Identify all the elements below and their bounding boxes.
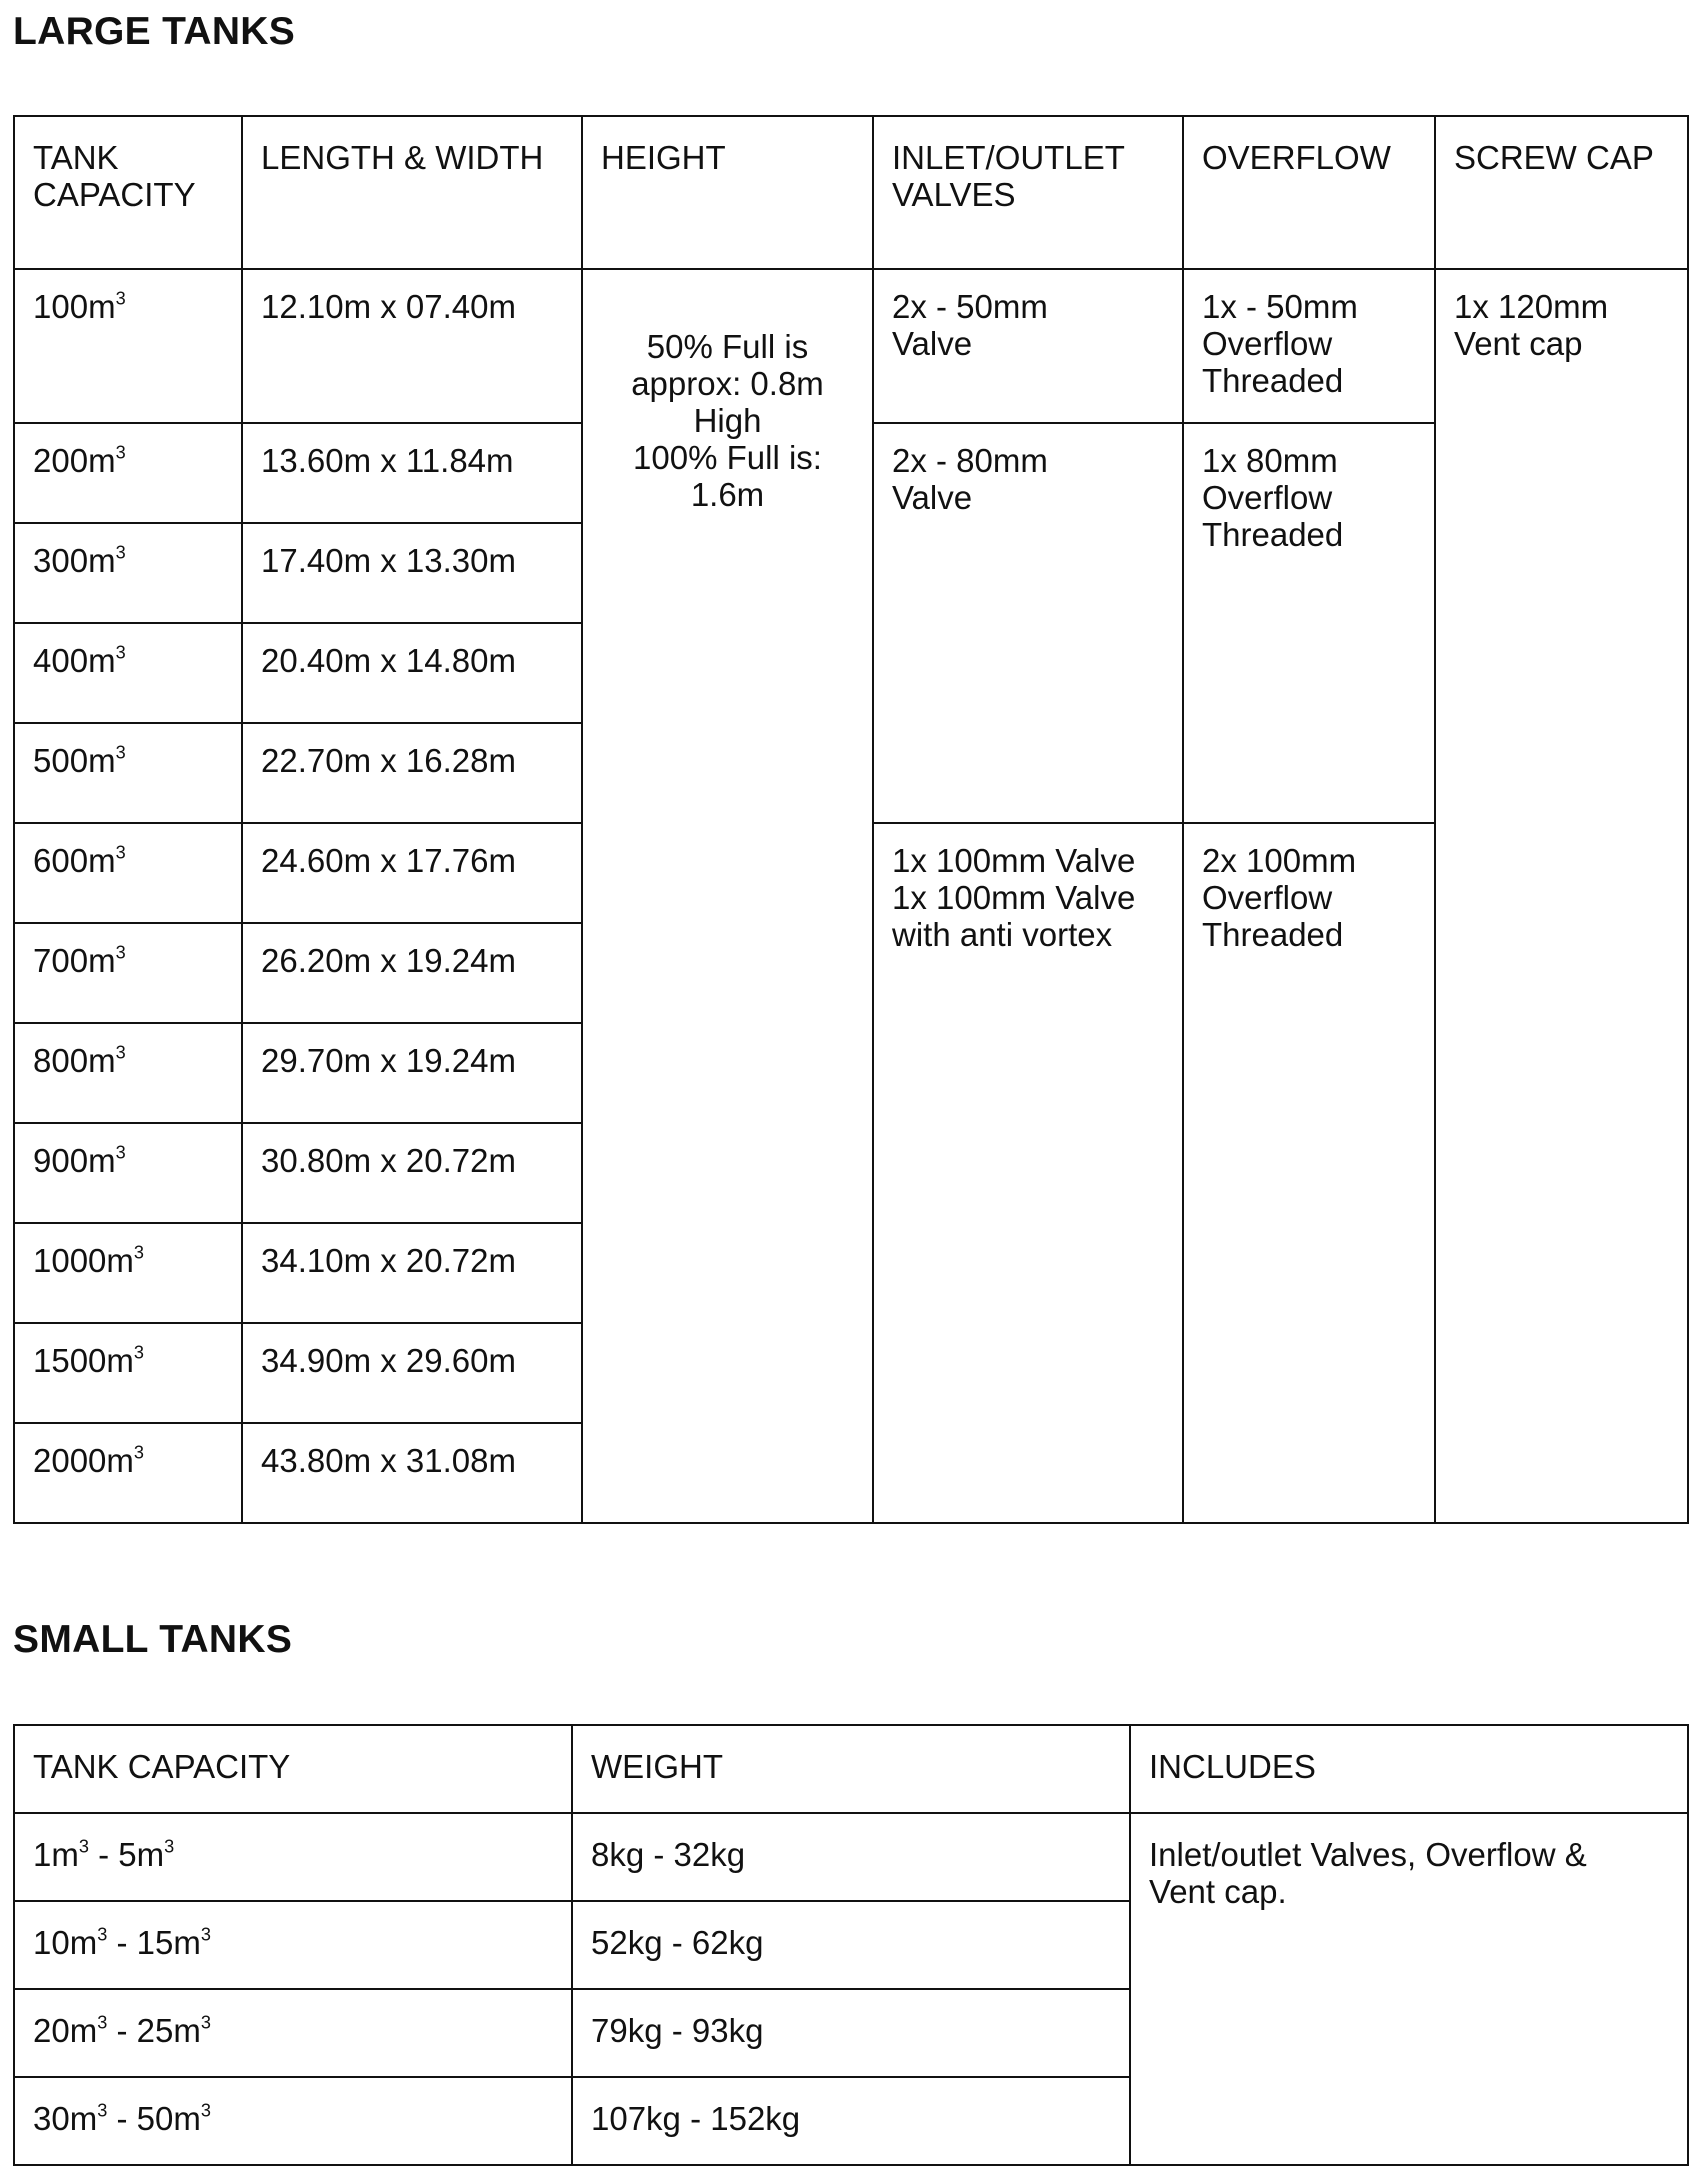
inlet-valves-cell (873, 423, 1183, 823)
dimensions-cell: 13.60m x 11.84m (242, 423, 582, 523)
large-tanks-table (13, 115, 1689, 1524)
dimensions-cell: 34.10m x 20.72m (242, 1223, 582, 1323)
inlet-line: 2x - 50mm (892, 288, 1048, 325)
range-separator: - (107, 2012, 137, 2049)
capacity-exponent: 3 (97, 2012, 108, 2033)
overflow-cell (1183, 423, 1435, 823)
capacity-cell (14, 623, 242, 723)
capacity-value: 500 (33, 742, 89, 779)
inlet-line: Valve (892, 479, 973, 516)
capacity-unit: m (106, 1442, 134, 1479)
header-inlet-line: VALVES (892, 176, 1016, 213)
capacity-unit: m (136, 1836, 165, 1873)
table-row (14, 269, 1688, 423)
header-tank-capacity-line: CAPACITY (33, 176, 196, 213)
capacity-exponent: 3 (115, 542, 126, 563)
capacity-exponent: 3 (97, 1924, 108, 1945)
dimensions-cell: 30.80m x 20.72m (242, 1123, 582, 1223)
dimensions-cell: 26.20m x 19.24m (242, 923, 582, 1023)
capacity-cell (14, 1323, 242, 1423)
header-inlet-line: INLET/OUTLET (892, 139, 1125, 176)
inlet-line: 1x 100mm Valve (892, 842, 1136, 879)
inlet-valves-cell (873, 823, 1183, 1523)
capacity-unit: m (69, 2012, 98, 2049)
capacity-range-cell (14, 2077, 572, 2165)
capacity-value: 900 (33, 1142, 89, 1179)
header-height: HEIGHT (582, 116, 873, 269)
capacity-exponent: 3 (115, 1142, 126, 1163)
overflow-line: Overflow (1202, 879, 1333, 916)
overflow-line: 1x 80mm (1202, 442, 1338, 479)
capacity-exponent: 3 (115, 288, 126, 309)
capacity-unit: m (88, 1042, 116, 1079)
inlet-line: with anti vortex (892, 916, 1113, 953)
height-line: 1.6m (690, 476, 765, 513)
capacity-unit: m (88, 542, 116, 579)
header-overflow: OVERFLOW (1183, 116, 1435, 269)
screw-cap-line: 1x 120mm (1454, 288, 1609, 325)
capacity-unit: m (106, 1342, 134, 1379)
capacity-unit: m (88, 642, 116, 679)
capacity-cell (14, 923, 242, 1023)
dimensions-cell: 22.70m x 16.28m (242, 723, 582, 823)
height-cell (582, 269, 873, 1523)
capacity-exponent: 3 (78, 1836, 89, 1857)
capacity-value: 1500 (33, 1342, 107, 1379)
overflow-line: Threaded (1202, 916, 1344, 953)
large-header-row (14, 116, 1688, 269)
dimensions-cell: 29.70m x 19.24m (242, 1023, 582, 1123)
screw-cap-cell (1435, 269, 1688, 1523)
capacity-value: 200 (33, 442, 89, 479)
capacity-to: 25 (136, 2012, 174, 2049)
small-tanks-title: SMALL TANKS (13, 1618, 293, 1661)
overflow-line: Overflow (1202, 325, 1333, 362)
capacity-unit: m (88, 1142, 116, 1179)
capacity-cell (14, 723, 242, 823)
table-row (14, 1813, 1688, 1901)
capacity-unit: m (173, 2100, 201, 2137)
capacity-exponent: 3 (115, 1042, 126, 1063)
capacity-exponent: 3 (133, 1242, 145, 1263)
height-line: approx: 0.8m (631, 365, 824, 402)
inlet-line: 2x - 80mm (892, 442, 1048, 479)
capacity-cell (14, 523, 242, 623)
capacity-value: 1000 (33, 1242, 107, 1279)
screw-cap-line: Vent cap (1454, 325, 1583, 362)
overflow-line: Threaded (1202, 362, 1344, 399)
includes-cell (1130, 1813, 1688, 2165)
capacity-value: 800 (33, 1042, 89, 1079)
range-separator: - (88, 1836, 119, 1873)
capacity-unit: m (51, 1836, 79, 1873)
overflow-line: 2x 100mm (1202, 842, 1357, 879)
capacity-exponent: 3 (115, 842, 126, 863)
dimensions-cell: 34.90m x 29.60m (242, 1323, 582, 1423)
dimensions-cell: 12.10m x 07.40m (242, 269, 582, 423)
capacity-cell (14, 423, 242, 523)
capacity-value: 2000 (33, 1442, 107, 1479)
header-tank-capacity (14, 116, 242, 269)
capacity-to: 15 (136, 1924, 174, 1961)
dimensions-cell: 43.80m x 31.08m (242, 1423, 582, 1523)
capacity-exponent: 3 (115, 642, 126, 663)
capacity-from: 20 (33, 2012, 70, 2049)
capacity-exponent: 3 (97, 2100, 108, 2121)
overflow-line: 1x - 50mm (1202, 288, 1358, 325)
height-line: 50% Full is (646, 328, 809, 365)
capacity-exponent: 3 (115, 442, 126, 463)
includes-line: Vent cap. (1149, 1873, 1287, 1910)
capacity-from: 10 (33, 1924, 70, 1961)
capacity-cell (14, 1023, 242, 1123)
header-inlet-outlet-valves (873, 116, 1183, 269)
range-separator: - (107, 2100, 137, 2137)
header-length-width: LENGTH & WIDTH (242, 116, 582, 269)
capacity-range-cell (14, 1813, 572, 1901)
capacity-exponent: 3 (200, 1924, 211, 1945)
weight-cell: 8kg - 32kg (572, 1813, 1130, 1901)
overflow-line: Threaded (1202, 516, 1344, 553)
dimensions-cell: 24.60m x 17.76m (242, 823, 582, 923)
large-tanks-title: LARGE TANKS (13, 10, 296, 53)
inlet-line: 1x 100mm Valve (892, 879, 1136, 916)
range-separator: - (107, 1924, 137, 1961)
height-line: High (693, 402, 762, 439)
dimensions-cell: 20.40m x 14.80m (242, 623, 582, 723)
capacity-from: 1 (33, 1836, 52, 1873)
capacity-cell (14, 269, 242, 423)
weight-cell: 107kg - 152kg (572, 2077, 1130, 2165)
capacity-value: 300 (33, 542, 89, 579)
capacity-exponent: 3 (164, 1836, 175, 1857)
overflow-line: Overflow (1202, 479, 1333, 516)
capacity-unit: m (88, 442, 116, 479)
small-tanks-table (13, 1724, 1689, 2166)
capacity-unit: m (88, 742, 116, 779)
inlet-valves-cell (873, 269, 1183, 423)
capacity-to: 5 (118, 1836, 137, 1873)
capacity-range-cell (14, 1989, 572, 2077)
weight-cell: 79kg - 93kg (572, 1989, 1130, 2077)
capacity-to: 50 (136, 2100, 174, 2137)
height-line: 100% Full is: (633, 439, 822, 476)
capacity-unit: m (173, 2012, 201, 2049)
overflow-cell (1183, 823, 1435, 1523)
header-includes: INCLUDES (1130, 1725, 1688, 1813)
capacity-unit: m (69, 2100, 98, 2137)
header-screw-cap: SCREW CAP (1435, 116, 1688, 269)
capacity-cell (14, 1423, 242, 1523)
header-tank-capacity: TANK CAPACITY (14, 1725, 572, 1813)
capacity-value: 700 (33, 942, 89, 979)
capacity-value: 600 (33, 842, 89, 879)
capacity-exponent: 3 (133, 1342, 145, 1363)
overflow-cell (1183, 269, 1435, 423)
weight-cell: 52kg - 62kg (572, 1901, 1130, 1989)
capacity-exponent: 3 (200, 2012, 211, 2033)
capacity-unit: m (69, 1924, 98, 1961)
capacity-exponent: 3 (133, 1442, 145, 1463)
capacity-unit: m (88, 288, 116, 325)
small-header-row (14, 1725, 1688, 1813)
capacity-unit: m (106, 1242, 134, 1279)
capacity-range-cell (14, 1901, 572, 1989)
capacity-unit: m (88, 842, 116, 879)
capacity-exponent: 3 (200, 2100, 211, 2121)
capacity-exponent: 3 (115, 942, 126, 963)
capacity-from: 30 (33, 2100, 70, 2137)
header-weight: WEIGHT (572, 1725, 1130, 1813)
capacity-value: 400 (33, 642, 89, 679)
capacity-cell (14, 1123, 242, 1223)
capacity-exponent: 3 (115, 742, 126, 763)
inlet-line: Valve (892, 325, 973, 362)
capacity-cell (14, 1223, 242, 1323)
capacity-cell (14, 823, 242, 923)
capacity-value: 100 (33, 288, 89, 325)
capacity-unit: m (173, 1924, 201, 1961)
includes-line: Inlet/outlet Valves, Overflow & (1149, 1836, 1587, 1873)
header-tank-capacity-line: TANK (33, 139, 119, 176)
capacity-unit: m (88, 942, 116, 979)
dimensions-cell: 17.40m x 13.30m (242, 523, 582, 623)
